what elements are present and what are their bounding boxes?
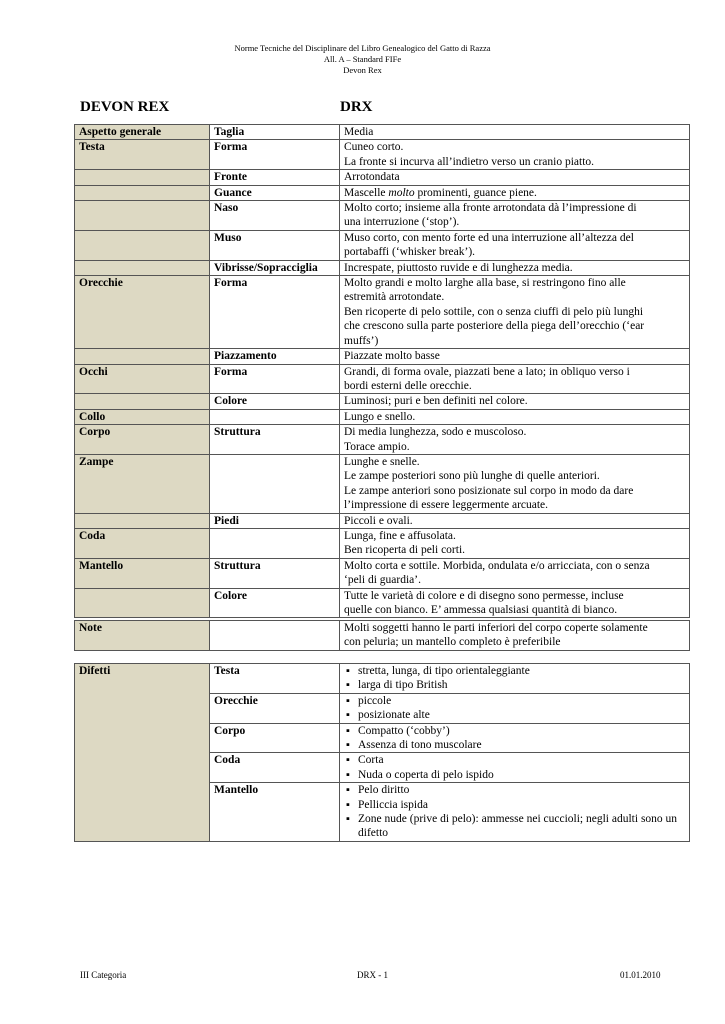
defect-list-cell [340,664,690,694]
description-cell [340,170,690,185]
description-line: Di media lunghezza, sodo e muscoloso. [344,426,527,439]
description-line: Luminosi; puri e ben definiti nel colore. [344,395,528,408]
description-line: Molti soggetti hanno le parti inferiori del corpo coperte solamente [344,622,648,634]
description-cell [340,276,690,349]
description-cell [340,394,690,409]
table-row [75,349,690,364]
description-line: Lunga, fine e affusolata. [344,529,456,542]
defect-list-cell [340,753,690,783]
description-cell [340,513,690,528]
attribute-cell: Naso [210,201,340,231]
category-cell [75,513,210,528]
defect-item: ▪ larga di tipo British [344,678,685,692]
breed-code: DRX [340,99,373,115]
footer-category: III Categoria [80,970,127,980]
attribute-cell: Forma [210,276,340,349]
defect-item: ▪ Assenza di tono muscolare [344,738,685,752]
description-line: ‘peli di guardia’. [344,574,421,587]
standard-table [74,124,690,618]
attribute-cell: Struttura [210,425,340,455]
description-line: l’impressione di essere leggermente arcuate. [344,499,549,512]
defects-table [74,663,690,842]
description-line: che crescono sulla parte posteriore della piega dell’orecchio (‘ear [344,320,645,333]
category-cell [75,588,210,618]
description-cell [340,454,690,513]
attribute-cell: Forma [210,364,340,394]
category-cell [75,230,210,260]
defect-item: ▪ Corta [344,753,685,767]
attribute-cell: Guance [210,185,340,200]
description-cell [340,528,690,558]
description-line: bordi esterni delle orecchie. [344,379,472,392]
description-line: Ben ricoperte di pelo sottile, con o senza ciuffi di pelo più lunghi [344,305,644,318]
description-line: La fronte si incurva all’indietro verso un cranio piatto. [344,155,595,168]
footer-page: DRX - 1 [357,970,388,980]
note-description [340,621,690,651]
description-cell [340,230,690,260]
category-cell: Orecchie [75,276,210,349]
description-line: Increspate, piuttosto ruvide e di lunghezza media. [344,261,573,274]
attribute-cell: Piazzamento [210,349,340,364]
note-empty-cell [210,621,340,651]
attribute-cell [210,409,340,424]
description-line: quelle con bianco. E’ ammessa qualsiasi quantità di bianco. [344,604,618,616]
description-line: Ben ricoperta di peli corti. [344,544,466,557]
defect-item: ▪ Zone nude (prive di pelo): ammesse nei cuccioli; negli adulti sono un difetto [344,812,685,841]
description-line: Molto corto; insieme alla fronte arrotondata dà l’impressione di [344,202,637,215]
description-line: Media [344,126,374,138]
description-cell: Mascelle molto prominenti, guance piene. [340,185,690,200]
defect-list [344,664,685,693]
category-cell: Collo [75,409,210,424]
defect-attribute: Mantello [210,783,340,842]
attribute-cell: Colore [210,588,340,618]
defect-list-cell [340,783,690,842]
category-cell [75,349,210,364]
defect-item: ▪ stretta, lunga, di tipo orientaleggiante [344,664,685,678]
attribute-cell [210,454,340,513]
defect-item: ▪ Pelo diritto [344,783,685,797]
category-cell: Mantello [75,558,210,588]
defect-attribute: Testa [210,664,340,694]
description-cell [340,558,690,588]
table-row [75,230,690,260]
table-row [75,185,690,200]
category-cell: Aspetto generale [75,125,210,140]
defect-attribute: Coda [210,753,340,783]
description-cell [340,125,690,140]
defect-list [344,694,685,723]
table-row [75,588,690,618]
defect-list-cell [340,693,690,723]
defect-item: ▪ Pelliccia ispida [344,798,685,812]
table-row [75,260,690,275]
defect-list [344,753,685,782]
description-line: Le zampe anteriori sono posizionate sul corpo in modo da dare [344,484,634,497]
defect-attribute: Corpo [210,723,340,753]
table-row [75,528,690,558]
table-row [75,513,690,528]
attribute-cell: Struttura [210,558,340,588]
attribute-cell: Fronte [210,170,340,185]
description-line: Tutte le varietà di colore e di disegno sono permesse, incluse [344,589,624,602]
defect-item: ▪ Nuda o coperta di pelo ispido [344,768,685,782]
breed-title: DEVON REX [80,99,170,115]
description-line: Torace ampio. [344,440,410,453]
description-line: Piccoli e ovali. [344,514,413,527]
table-row [75,394,690,409]
attribute-cell [210,528,340,558]
note-table [74,620,690,651]
category-cell [75,260,210,275]
description-line: con peluria; un mantello completo è preferibile [344,636,561,649]
description-cell [340,409,690,424]
description-line: Molto corta e sottile. Morbida, ondulata e/o arricciata, con o senza [344,559,650,572]
category-cell [75,201,210,231]
table-row [75,140,690,170]
category-cell: Corpo [75,425,210,455]
description-cell [340,349,690,364]
description-line: Le zampe posteriori sono più lunghe di quelle anteriori. [344,470,600,483]
description-line: Lungo e snello. [344,410,416,423]
category-cell [75,394,210,409]
attribute-cell: Colore [210,394,340,409]
defect-item: ▪ posizionate alte [344,708,685,722]
note-row [75,621,690,651]
description-cell [340,364,690,394]
table-row [75,125,690,140]
footer-date: 01.01.2010 [620,970,661,980]
description-cell [340,201,690,231]
description-line: estremità arrotondate. [344,291,445,304]
defect-list-cell [340,723,690,753]
description-cell [340,425,690,455]
defect-attribute: Orecchie [210,693,340,723]
table-row [75,276,690,349]
header-line-1: Norme Tecniche del Disciplinare del Libro Genealogico del Gatto di Razza [234,43,491,53]
description-line: portabaffi (‘whisker break’). [344,246,476,259]
category-cell: Zampe [75,454,210,513]
header-line-2: All. A – Standard FIFe [323,54,402,64]
description-line: Molto grandi e molto larghe alla base, si restringono fino alle [344,277,626,290]
description-cell [340,140,690,170]
table-row [75,364,690,394]
attribute-cell: Taglia [210,125,340,140]
description-line: Lunghe e snelle. [344,455,420,468]
table-row [75,425,690,455]
defect-list [344,724,685,753]
category-cell [75,185,210,200]
table-row [75,409,690,424]
table-row [75,170,690,185]
description-line: muffs’) [344,334,379,347]
table-row [75,454,690,513]
document-header [0,43,725,76]
category-cell: Testa [75,140,210,170]
description-line: una interruzione (‘stop’). [344,216,460,229]
category-cell: Coda [75,528,210,558]
description-line: Piazzate molto basse [344,350,440,363]
category-cell [75,170,210,185]
defect-row [75,664,690,694]
attribute-cell: Muso [210,230,340,260]
defects-label: Difetti [75,664,210,842]
note-label: Note [75,621,210,651]
header-line-3: Devon Rex [343,65,382,75]
table-row [75,201,690,231]
defect-item: ▪ Compatto (‘cobby’) [344,724,685,738]
description-cell [340,588,690,618]
attribute-cell: Vibrisse/Sopracciglia [210,260,340,275]
attribute-cell: Forma [210,140,340,170]
description-line: Grandi, di forma ovale, piazzati bene a lato; in obliquo verso i [344,365,630,378]
description-cell [340,260,690,275]
defect-item: ▪ piccole [344,694,685,708]
description-line: Arrotondata [344,171,400,184]
attribute-cell: Piedi [210,513,340,528]
table-row [75,558,690,588]
defect-list [344,783,685,841]
description-line: Cuneo corto. [344,141,404,154]
category-cell: Occhi [75,364,210,394]
description-line: Muso corto, con mento forte ed una interruzione all’altezza del [344,231,634,244]
